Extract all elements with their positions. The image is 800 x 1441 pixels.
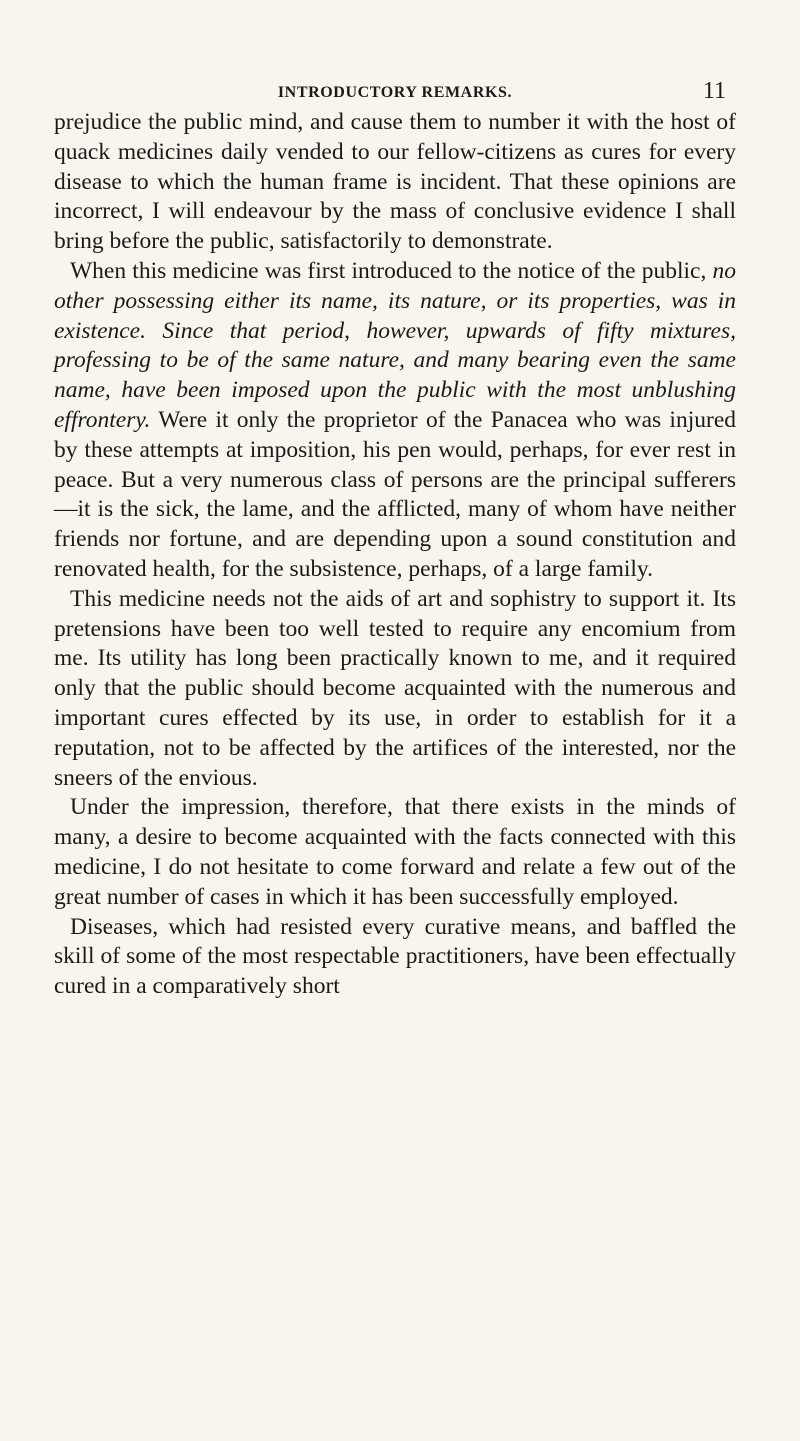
paragraph-rest: Were it only the proprietor of the Panacea who was injured by these attempts at imposition, his pen would, perhaps, for ever rest in peace. But a very numerous class of persons are the principal sufferers—it is the sick, the lame, and the afflicted, many of whom have neither friends nor fortune, and are depending upon a sound constitution and renovated health, for the subsistence, perhaps, of a large family. (54, 406, 736, 582)
paragraph: This medicine needs not the aids of art and sophistry to support it. Its pretensions have been too well tested to require any encomium from me. Its utility has long been practically known to me, and it required only that the public should become acquainted with the numerous and important cures effected by its use, in order to establish for it a reputation, not to be affected by the artifices of the interested, nor the sneers of the envious. (54, 585, 736, 791)
body-text (54, 108, 736, 1002)
paragraph-lead: When this medicine was first introduced to the notice of the public, (70, 257, 707, 284)
running-head: INTRODUCTORY REMARKS. (277, 84, 513, 101)
paragraph (54, 257, 736, 585)
paragraph: prejudice the public mind, and cause them to number it with the host of quack medicines daily vended to our fellow-citizens as cures for every disease to which the human frame is incident. That these opinions are incorrect, I will endeavour by the mass of conclusive evidence I shall bring before the public, satisfactorily to demonstrate. (54, 109, 736, 255)
paragraph: Diseases, which had resisted every curative means, and baffled the skill of some of the most respectable practitioners, have been effectually cured in a comparatively short (54, 913, 736, 1000)
italic-passage: no other possessing either its name, its nature, or its properties, was in existence. Since that period, however, upwards of fifty mixtures, professing to be of the same nature, and many bearing even the same name, have been imposed upon the public with the most unblushing effrontery. (54, 257, 737, 433)
paragraph: Under the impression, therefore, that there exists in the minds of many, a desire to become acquainted with the facts connected with this medicine, I do not hesitate to come forward and relate a few out of the great number of cases in which it has been successfully employed. (54, 794, 736, 910)
page-number: 11 (702, 78, 726, 104)
page-header (54, 0, 736, 108)
